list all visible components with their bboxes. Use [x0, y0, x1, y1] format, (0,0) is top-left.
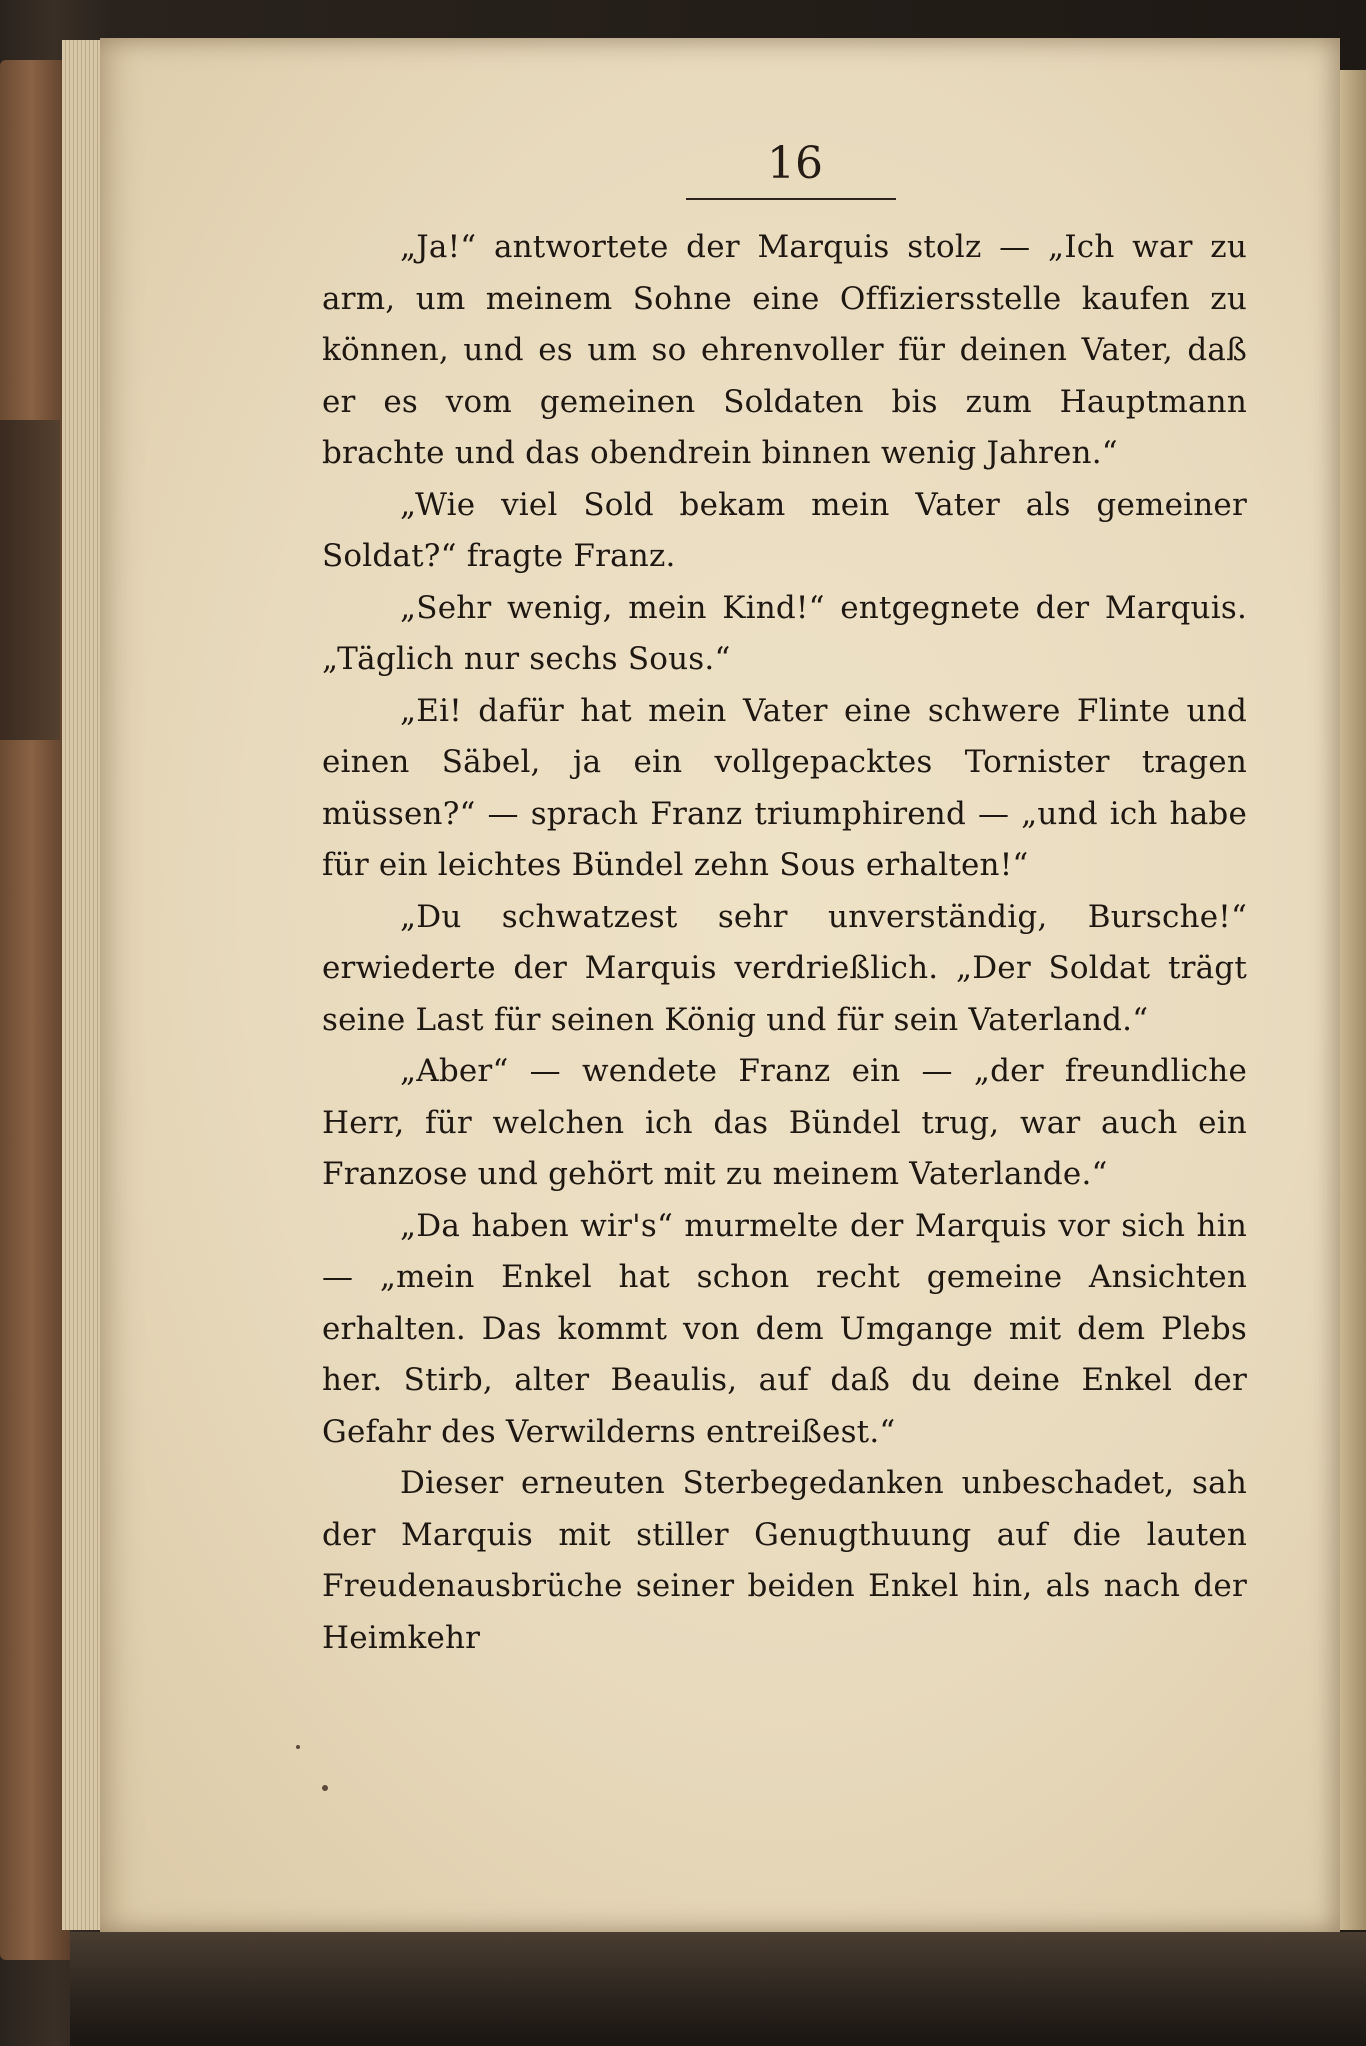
- paragraph: „Da haben wir's“ murmelte der Marquis vor sich hin — „mein Enkel hat schon recht gemeine Ansichten erhalten. Das kommt von dem Umgange mit dem Plebs her. Stirb, alter Beaulis, auf daß du deine Enkel der Gefahr des Verwilderns entreißest.“: [322, 1207, 1247, 1450]
- page-number-rule: [686, 198, 896, 200]
- paragraph: „Ja!“ antwortete der Marquis stolz — „Ich war zu arm, um meinem Sohne eine Offiziersstelle kaufen zu können, und es um so ehrenvoller für deinen Vater, daß er es vom gemeinen Soldaten bis zum Hauptmann brachte und das obendrein binnen wenig Jahren.“: [322, 229, 1247, 471]
- paragraph: „Sehr wenig, mein Kind!“ entgegnete der Marquis. „Täglich nur sechs Sous.“: [322, 589, 1247, 677]
- book-cover-left: [0, 60, 70, 1960]
- paragraph: Dieser erneuten Sterbegedanken unbeschadet, sah der Marquis mit stiller Genugthuung auf die lauten Freudenausbrüche seiner beiden Enkel hin, als nach der Heimkehr: [322, 1465, 1247, 1656]
- paper-speck: [296, 1745, 300, 1749]
- paragraph: „Wie viel Sold bekam mein Vater als gemeiner Soldat?“ fragte Franz.: [322, 486, 1247, 574]
- book-cover-spine: [0, 420, 60, 740]
- body-text: [322, 222, 1247, 1692]
- book-bottom-edge: [70, 1932, 1366, 2046]
- paragraph: „Du schwatzest sehr unverständig, Bursche!“ erwiederte der Marquis verdrießlich. „Der Soldat trägt seine Last für seinen König und für sein Vaterland.“: [322, 898, 1247, 1038]
- page-number: 16: [767, 138, 823, 189]
- page-right-edge: [1338, 70, 1366, 1930]
- paragraph: „Aber“ — wendete Franz ein — „der freundliche Herr, für welchen ich das Bündel trug, war auch ein Franzose und gehört mit zu meinem Vaterlande.“: [322, 1053, 1247, 1192]
- paragraph: „Ei! dafür hat mein Vater eine schwere Flinte und einen Säbel, ja ein vollgepacktes Tornister tragen müssen?“ — sprach Franz triumphirend — „und ich habe für ein leichtes Bündel zehn Sous erhalten!“: [322, 692, 1247, 883]
- paper-speck: [322, 1785, 328, 1791]
